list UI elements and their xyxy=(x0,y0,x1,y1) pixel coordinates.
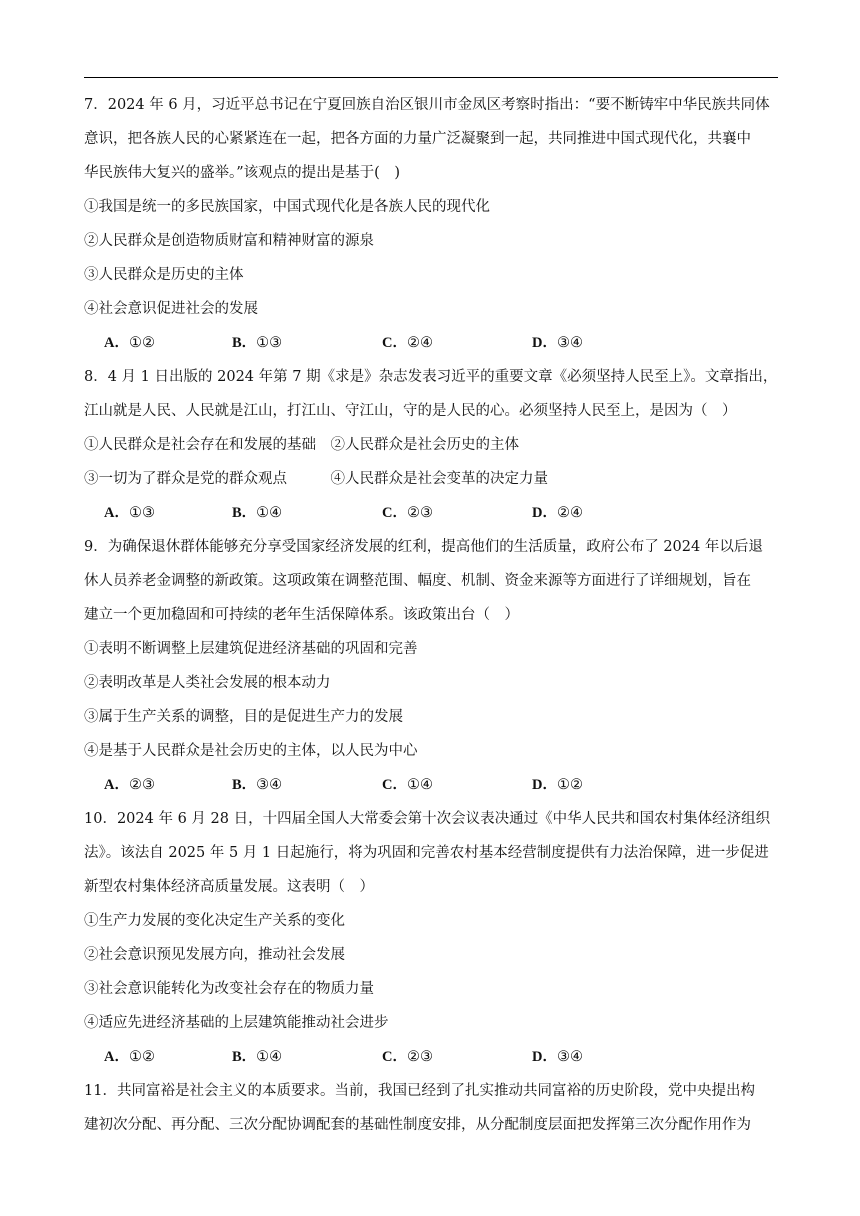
question-stem-line: 意识，把各族人民的心紧紧连在一起，把各方面的力量广泛凝聚到一起，共同推进中国式现代化，共襄中 xyxy=(84,131,751,147)
option-letter: C． xyxy=(382,505,407,521)
question-9 xyxy=(84,530,778,802)
option-a[interactable] xyxy=(104,1040,155,1074)
option-c[interactable] xyxy=(382,1040,433,1074)
statement-item: ②人民群众是创造物质财富和精神财富的源泉 xyxy=(84,233,374,249)
answer-options xyxy=(84,768,778,802)
option-a[interactable] xyxy=(104,496,155,530)
option-text: ②④ xyxy=(406,335,433,351)
statement-item: ②表明改革是人类社会发展的根本动力 xyxy=(84,675,331,691)
option-letter: A． xyxy=(104,505,129,521)
statement-item: ②社会意识预见发展方向，推动社会发展 xyxy=(84,947,345,963)
statement-item: ③属于生产关系的调整，目的是促进生产力的发展 xyxy=(84,709,403,725)
header-rule xyxy=(84,77,778,78)
option-letter: D． xyxy=(532,335,557,351)
question-stem-line: 7．2024 年 6 月，习近平总书记在宁夏回族自治区银川市金凤区考察时指出：“要不断铸牢中华民族共同体 xyxy=(84,97,770,113)
question-stem-line: 9．为确保退休群体能够充分享受国家经济发展的红利，提高他们的生活质量，政府公布了 2024 年以后退 xyxy=(84,539,763,555)
option-letter: A． xyxy=(104,1049,129,1065)
statement-item: ④适应先进经济基础的上层建筑能推动社会进步 xyxy=(84,1015,389,1031)
answer-options xyxy=(84,326,778,360)
option-c[interactable] xyxy=(382,326,433,360)
option-text: ①④ xyxy=(256,1049,283,1065)
question-stem-line: 江山就是人民、人民就是江山，打江山、守江山，守的是人民的心。必须坚持人民至上，是因为（ ） xyxy=(84,403,737,419)
option-letter: D． xyxy=(532,505,557,521)
question-stem-line: 华民族伟大复兴的盛举。”该观点的提出是基于( ) xyxy=(84,165,400,181)
statement-item: ③社会意识能转化为改变社会存在的物质力量 xyxy=(84,981,374,997)
option-a[interactable] xyxy=(104,768,155,802)
exam-page xyxy=(84,88,778,1142)
statement-item: ①表明不断调整上层建筑促进经济基础的巩固和完善 xyxy=(84,641,418,657)
option-text: ①② xyxy=(128,1049,155,1065)
option-text: ③④ xyxy=(556,1049,583,1065)
option-text: ②③ xyxy=(406,1049,433,1065)
option-d[interactable] xyxy=(532,496,583,530)
answer-options xyxy=(84,496,778,530)
option-d[interactable] xyxy=(532,768,583,802)
question-stem-line: 建初次分配、再分配、三次分配协调配套的基础性制度安排，从分配制度层面把发挥第三次分配作用作为 xyxy=(84,1117,751,1133)
statement-item: ④是基于人民群众是社会历史的主体，以人民为中心 xyxy=(84,743,418,759)
option-d[interactable] xyxy=(532,1040,583,1074)
option-b[interactable] xyxy=(232,496,282,530)
statement-item: ①我国是统一的多民族国家，中国式现代化是各族人民的现代化 xyxy=(84,199,490,215)
option-letter: B． xyxy=(232,1049,257,1065)
question-stem-line: 11．共同富裕是社会主义的本质要求。当前，我国已经到了扎实推动共同富裕的历史阶段，党中央提出构 xyxy=(84,1083,755,1099)
option-b[interactable] xyxy=(232,768,282,802)
option-text: ②③ xyxy=(406,505,433,521)
option-letter: C． xyxy=(382,335,407,351)
option-b[interactable] xyxy=(232,1040,282,1074)
option-letter: A． xyxy=(104,335,129,351)
option-text: ③④ xyxy=(256,777,283,793)
statement-item: ③一切为了群众是党的群众观点 ④人民群众是社会变革的决定力量 xyxy=(84,471,548,487)
option-letter: A． xyxy=(104,777,129,793)
option-text: ①④ xyxy=(406,777,433,793)
question-stem-line: 10．2024 年 6 月 28 日，十四届全国人大常委会第十次会议表决通过《中华人民共和国农村集体经济组织 xyxy=(84,811,771,827)
question-stem-line: 建立一个更加稳固和可持续的老年生活保障体系。该政策出台（ ） xyxy=(84,607,519,623)
option-letter: D． xyxy=(532,1049,557,1065)
option-text: ②④ xyxy=(556,505,583,521)
option-a[interactable] xyxy=(104,326,155,360)
statement-item: ①人民群众是社会存在和发展的基础 ②人民群众是社会历史的主体 xyxy=(84,437,519,453)
answer-options xyxy=(84,1040,778,1074)
question-7 xyxy=(84,88,778,360)
option-c[interactable] xyxy=(382,768,433,802)
statement-item: ①生产力发展的变化决定生产关系的变化 xyxy=(84,913,345,929)
question-8 xyxy=(84,360,778,530)
option-d[interactable] xyxy=(532,326,583,360)
question-stem-line: 新型农村集体经济高质量发展。这表明（ ） xyxy=(84,879,374,895)
question-11 xyxy=(84,1074,778,1142)
option-text: ①② xyxy=(556,777,583,793)
option-b[interactable] xyxy=(232,326,282,360)
option-text: ①④ xyxy=(256,505,283,521)
question-10 xyxy=(84,802,778,1074)
question-stem-line: 休人员养老金调整的新政策。这项政策在调整范围、幅度、机制、资金来源等方面进行了详细规划，旨在 xyxy=(84,573,751,589)
option-c[interactable] xyxy=(382,496,433,530)
option-letter: C． xyxy=(382,1049,407,1065)
question-stem-line: 法》。该法自 2025 年 5 月 1 日起施行，将为巩固和完善农村基本经营制度提供有力法治保障，进一步促进 xyxy=(84,845,769,861)
option-letter: B． xyxy=(232,335,257,351)
option-text: ①② xyxy=(128,335,155,351)
question-stem-line: 8．4 月 1 日出版的 2024 年第 7 期《求是》杂志发表习近平的重要文章《必须坚持人民至上》。文章指出， xyxy=(84,369,778,385)
option-text: ①③ xyxy=(128,505,155,521)
option-text: ②③ xyxy=(128,777,155,793)
option-letter: C． xyxy=(382,777,407,793)
option-text: ③④ xyxy=(556,335,583,351)
statement-item: ④社会意识促进社会的发展 xyxy=(84,301,258,317)
option-letter: B． xyxy=(232,505,257,521)
option-letter: B． xyxy=(232,777,257,793)
statement-item: ③人民群众是历史的主体 xyxy=(84,267,244,283)
option-letter: D． xyxy=(532,777,557,793)
option-text: ①③ xyxy=(256,335,283,351)
